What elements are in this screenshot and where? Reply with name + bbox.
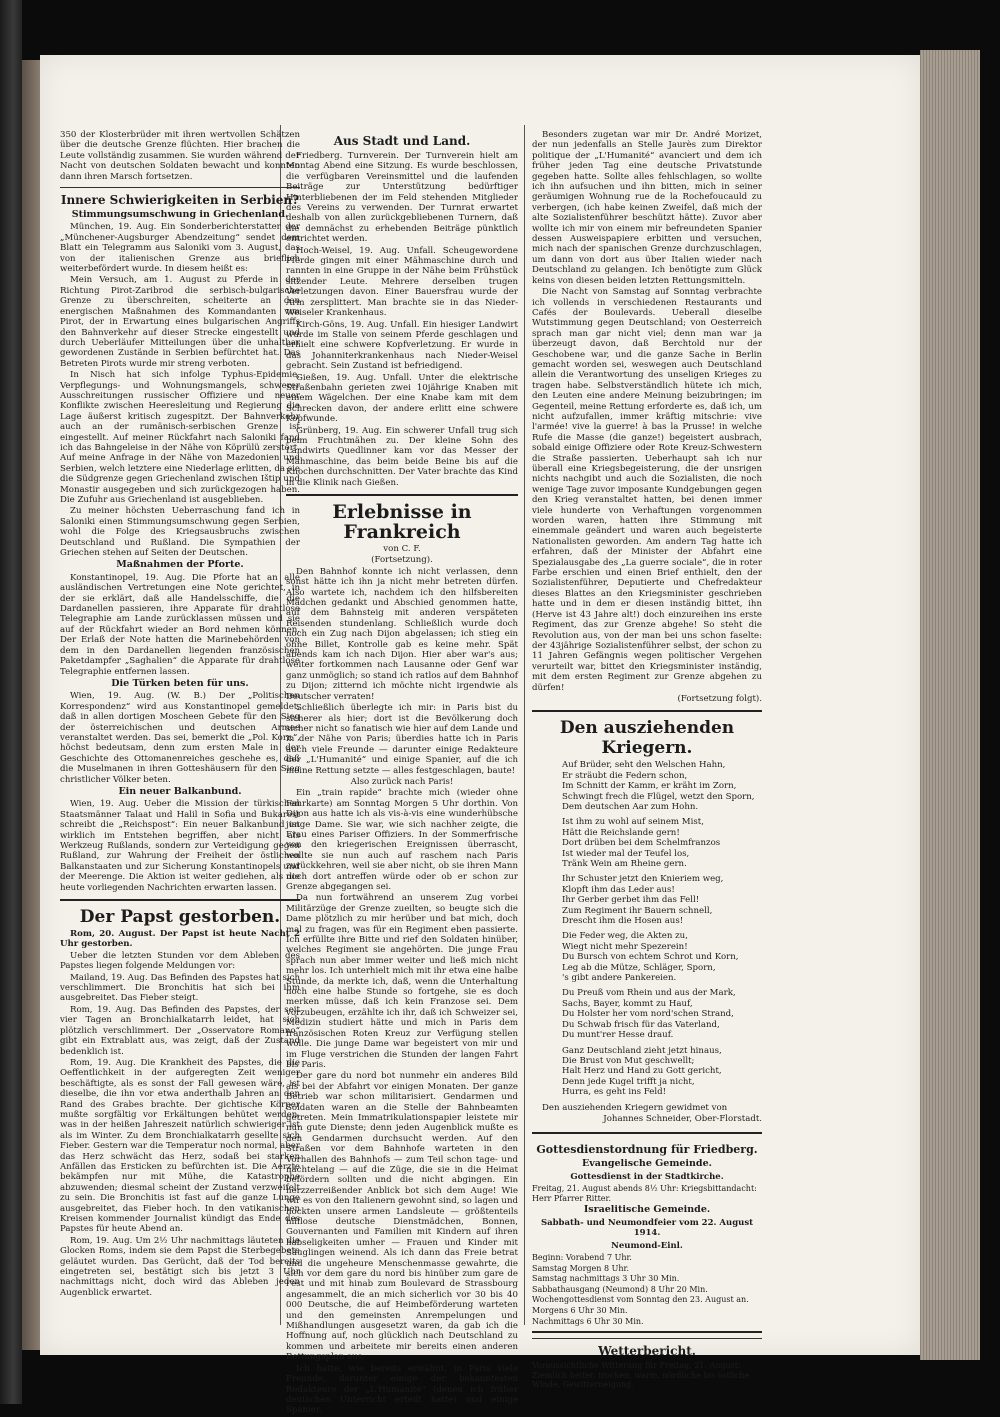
poem-line: Tränk Wein am Rheine gern. xyxy=(562,859,687,869)
poem-line: Dem deutschen Aar zum Hohn. xyxy=(562,801,699,812)
article-paragraph: Rom, 19. Aug. Die Krankheit des Papstes, die die Oeffentlichkeit in der aufgeregten Zeit weniger beschäftigte, als es sonst der Fall gewesen wäre, ist dieselbe, die ihn vor etwa anderthalb Jahren an den Rand des Grabes brachte. Der gichtische Körper mußte sorgfältig vor Erkältungen behütet werden, was in der heißen Jahreszeit natürlich schwieriger ist als im Winter. Zu dem Bronchialkatarrh gesellte sich Fieber. Gestern war die Temperatur noch normal, aber das Herz schwächt das Herz, sodaß bei starken Anfällen das Ersticken zu befürchten ist. Die Aerzte bekämpfen nur mit Mühe, die Katastrophe abzuwenden; diesmal scheint der Zustand verzweifelt zu sein. Die Bronchitis ist fast auf die ganze Lunge ausgebreitet, das Fieber hoch. In den vatikanischen Kreisen kommender Journalist kündigt das Ende des Papstes für heute Abend an. xyxy=(60,1057,300,1235)
newspaper-page xyxy=(40,55,920,1416)
church-entry: Freitag, 21. August abends 8½ Uhr: Kriegsbittandacht: Herr Pfarrer Ritter. xyxy=(532,1184,757,1203)
column-rule xyxy=(524,125,525,1325)
poem-author: Johannes Schneider, Ober-Florstadt. xyxy=(603,1113,762,1124)
poem-line: Ihr Gerber gerbet ihm das Fell! xyxy=(562,895,700,906)
france-continuation: (Fortsetzung). xyxy=(371,555,433,566)
divider xyxy=(532,710,762,712)
poem-line: Ist ihm zu wohl auf seinem Mist, xyxy=(562,817,704,828)
divider xyxy=(286,494,518,496)
article-paragraph: Schließlich überlegte ich mir: in Paris bist du sicherer als hier; dort ist die Bevölkerung doch sicher nicht so fanatisch wie hier auf dem Lande und in der Nähe von Paris; überdies hatte ich in Paris auch viele Freunde — darunter einige Redakteure der „L'Humanité“ und einige Spanier, auf die ich meine Rettung setzte — alles festgeschlagen, baute! xyxy=(286,703,518,776)
church-evangelical-sub: Gottesdienst in der Stadtkirche. xyxy=(570,1171,724,1182)
divider xyxy=(60,899,300,901)
poem-stanza xyxy=(532,988,762,1040)
serbia-heading: Innere Schwierigkeiten in Serbien? xyxy=(60,193,300,208)
france-author: von C. F. xyxy=(383,544,421,554)
page-stack xyxy=(920,50,980,1360)
article-paragraph: Da nun fortwährend an unserem Zug vorbei Militärzüge der Grenze zueilten, so beugte sich die Dame plötzlich zu mir herüber und bat mich, doch mal zu fragen, was für ein Regiment eben passierte. Ich erfüllte ihre Bitte und rief den Soldaten hinüber, welches Regiment sie angehörten. Die junge Frau sprach nun aber immer weiter und ließ mich nicht mehr los. Ich unterhielt mich mit ihr etwa eine halbe Stunde, da merkte ich, daß, wenn die Unterhaltung noch eine halbe Stunde so fortgehe, sie es doch merken müsse, daß ich kein Franzose sei. Dem vorzubeugen, erzählte ich ihr, daß ich Schweizer sei, Medizin studiert hätte und mich in Paris dem französischen Roten Kreuz zur Verfügung stellen wolle. Die junge Dame war begeistert von mir und im Fluge verstrichen die Stunden der langen Fahrt bis Paris. xyxy=(286,893,518,1070)
weather-text: Voraussichtliche Witterung für Freitag, 21. August: Ziemlich heiter, trocken, warm, nördliche bis östliche Winde, Gewitterneigung. xyxy=(532,1361,750,1390)
poem-line: Er sträubt die Federn schon, xyxy=(562,770,688,781)
intro-paragraph: 350 der Klosterbrüder mit ihren wertvollen Schätzen über die deutsche Grenze flüchten. Hier brachen die Leute vollständig zusammen. Sie wurden während der Nacht von deutschen Soldaten bewacht und konnten dann ihren Marsch fortsetzen. xyxy=(60,130,300,182)
church-schedule-box xyxy=(532,1132,762,1333)
weather-heading: Wetterbericht. xyxy=(598,1344,696,1359)
poem-line: Du Preuß vom Rhein und aus der Mark, xyxy=(562,988,736,999)
poem-line: Zum Regiment ihr Bauern schnell, xyxy=(562,905,713,916)
article-paragraph: Mailand, 19. Aug. Das Befinden des Papstes hat sich verschlimmert. Die Bronchitis hat sich bei ihm ausgebreitet. Das Fieber steigt. xyxy=(60,972,300,1004)
church-israelite: Israelitische Gemeinde. xyxy=(583,1204,711,1216)
porte-heading: Maßnahmen der Pforte. xyxy=(116,559,244,571)
article-paragraph: Wien, 19. Aug. (W. B.) Der „Politischen Korrespondenz“ wird aus Konstantinopel gemeldet, daß in allen dortigen Moscheen Gebete für den Sieg der österreichischen und deutschen Armee veranstaltet werden. Das sei, bemerkt die „Pol. Korr.“, höchst bedeutsam, denn zum ersten Male in der Geschichte des Ottomanenreiches geschehe es, daß die Muselmanen in ihren Gotteshäusern für den Sieg christlicher Völker beten. xyxy=(60,691,300,785)
column-left xyxy=(60,130,300,1299)
poem-stanza xyxy=(532,760,762,812)
article-paragraph: Konstantinopel, 19. Aug. Die Pforte hat an alle ausländischen Vertretungen eine Note gerichtet, in der sie erklärt, daß alle Handelsschiffe, die die Dardanellen passieren, ihre Apparate für drahtlose Telegraphie am Lande zurücklassen müssen und sie auf der Rückfahrt wieder an Bord nehmen können. Der Erlaß der Note hatten die Marinebehörden von dem in den Dardanellen liegenden französischen Paketdampfer „Saghalien“ die Apparate für drahtlose Telegraphie entfernen lassen. xyxy=(60,572,300,677)
church-heading: Gottesdienstordnung für Friedberg. xyxy=(536,1143,758,1157)
article-paragraph: Besonders zugetan war mir Dr. André Morizet, der nun jedenfalls an Stelle Jaurès zum Direktor politique der „L'Humanité“ avanciert und dem ich früher jeden Tag eine deutsche Privatstunde gegeben hatte. Sollte alles fehlschlagen, so wollte ich ihn aufsuchen und ihn bitten, mich in seiner geräumigen Wohnung rue de la Rochefoucauld zu verbergen, (ich habe keinen Zweifel, daß mich der alte Sozialistenführer beschützt hätte). Zuvor aber wollte ich mir von einem mir befreundeten Spanier dessen Ausweispapiere erbitten und versuchen, mich nach der spanischen Grenze durchzuschlagen, um dann von dort aus über Italien wieder nach Deutschland zu gelangen. Ich benötigte zum Glück keins von diesen beiden letzten Rettungsmitteln. xyxy=(532,130,762,286)
church-neumond: Neumond-Einl. xyxy=(611,1240,683,1251)
article-paragraph: Friedberg. Turnverein. Der Turnverein hielt am Montag Abend eine Sitzung. Es wurde beschlossen, die verfügbaren Vereinsmittel und die laufenden Beiträge zur Unterstützung bedürftiger Hinterbliebenen der im Feld stehenden Mitglieder des Vereins zu verwenden. Der Turnrat erwartet deshalb von allen zurückgebliebenen Turnern, daß die demnächst zu erhebenden Beiträge pünktlich entrichtet werden. xyxy=(286,151,518,245)
article-paragraph: Also zurück nach Paris! xyxy=(350,776,454,787)
poem-line: Dort drüben bei dem Schelmfranzos xyxy=(562,838,721,849)
poem-stanza xyxy=(532,874,762,926)
divider xyxy=(60,187,300,188)
pope-heading: Der Papst gestorben. xyxy=(79,907,281,928)
church-israelite-sub: Sabbath- und Neumondfeier vom 22. August 1914. xyxy=(540,1217,754,1239)
poem-line: 's gibt andere Pankereien. xyxy=(562,973,677,984)
church-evangelical: Evangelische Gemeinde. xyxy=(582,1158,712,1170)
article-paragraph: München, 19. Aug. Ein Sonderberichterstatter der „Münchener-Augsburger Abendzeitung“ sendet dem Blatt ein Telegramm aus Saloniki vom 3. August, das von der italienischen Grenze aus brieflich weiterbefördert wurde. In diesem heißt es: xyxy=(60,222,300,275)
poem-dedication: Den ausziehenden Kriegern gewidmet von xyxy=(542,1102,728,1113)
divider xyxy=(532,1338,762,1339)
article-paragraph: Den Bahnhof konnte ich nicht verlassen, denn sonst hätte ich ihn ja nicht mehr betreten dürfen. Also wartete ich, nachdem ich den hilfsbereiten Mädchen gedankt und Abschied genommen hatte, auf dem Bahnsteig mit anderen verspäteten Reisenden stundenlang. Schließlich wurde doch noch ein Zug nach Dijon abgelassen; ich stieg ein ohne Billet, Kontrolle gab es keine mehr. Spät abends kam ich nach Dijon. Hier aber war's aus; weiter fortkommen nach Lausanne oder Genf war ganz unmöglich; so stand ich ratlos auf dem Bahnhof zu Dijon; zitternd ich möchte nicht irgendwie als Deutscher verraten! xyxy=(286,566,518,702)
church-time: Nachmittags 6 Uhr 30 Min. xyxy=(532,1316,644,1326)
poem-line: Denn jede Kugel trifft ja nicht, xyxy=(562,1076,695,1087)
poem-line: Ganz Deutschland zieht jetzt hinaus, xyxy=(562,1045,722,1056)
page-edge xyxy=(22,60,40,1350)
france-heading: Erlebnisse in Frankreich xyxy=(332,501,472,543)
poem-line: Auf Brüder, seht den Welschen Hahn, xyxy=(562,760,726,771)
poem-line: Wiegt nicht mehr Spezerein! xyxy=(562,941,688,952)
turks-heading: Die Türken beten für uns. xyxy=(111,677,249,689)
continuation-note: (Fortsetzung folgt). xyxy=(677,693,762,704)
article-paragraph: Rom, 19. Aug. Um 2½ Uhr nachmittags läuteten die Glocken Roms, indem sie dem Papst die Sterbegebete geläutet wurden. Das Gerücht, daß der Tod bereits eingetreten sei, bestätigt sich bis jetzt 3 Uhr nachmittags nicht, doch wird das Ableben jeden Augenblick erwartet. xyxy=(60,1235,300,1298)
column-middle xyxy=(286,130,518,1417)
poem-heading: Den ausziehenden Kriegern. xyxy=(559,718,735,759)
poem-line: Sachs, Bayer, kommt zu Hauf, xyxy=(562,998,693,1009)
local-heading: Aus Stadt und Land. xyxy=(333,134,471,148)
poem-line: Du munt'rer Hesse drauf. xyxy=(562,1030,674,1041)
church-time: Morgens 6 Uhr 30 Min. xyxy=(532,1305,628,1315)
poem-line: Schwingt frech die Flügel, wetzt den Sporn, xyxy=(562,791,755,802)
article-paragraph: Wien, 19. Aug. Ueber die Mission der türkischen Staatsmänner Talaat und Halil in Sofia und Bukarest schreibt die „Reichspost“: Ein neuer Balkanbund ist wirklich im Entstehen begriffen, aber nicht als Werkzeug Rußlands, sondern zur Verteidigung gegen Rußland, zur Wahrung der Freiheit der östlichen Balkanstaaten und zur Sicherung Konstantinopels und der Meerenge. Die Aktion ist weiter gediehen, als die heute vorliegenden Nachrichten erwarten lassen. xyxy=(60,799,300,893)
article-paragraph: Hoch-Weisel, 19. Aug. Unfall. Scheugewordene Pferde gingen mit einer Mähmaschine durch und rannten in eine Gruppe in der Nähe beim Frühstück sitzender Leute. Mehrere derselben trugen Verletzungen davon. Einer Bauersfrau wurde der Arm zersplittert. Man brachte sie in das Nieder-Weiseler Krankenhaus. xyxy=(286,245,518,319)
greece-subheading: Stimmungsumschwung in Griechenland. xyxy=(71,209,289,221)
poem-line: Ihr Schuster jetzt den Knieriem weg, xyxy=(562,874,724,885)
church-time: Sabbathausgang (Neumond) 8 Uhr 20 Min. xyxy=(532,1284,708,1294)
article-paragraph: Zu meiner höchsten Ueberraschung fand ich in Saloniki einen Stimmungsumschwung gegen Serbien, wohl die Folge des Kriegsausbruchs zwischen Deutschland und Rußland. Die Sympathien der Griechen stehen auf Seiten der Deutschen. xyxy=(60,506,300,559)
church-time: Wochengottesdienst vom Sonntag den 23. August an. xyxy=(532,1295,749,1305)
poem-line: Die Feder weg, die Akten zu, xyxy=(562,931,688,942)
church-time: Samstag Morgen 8 Uhr. xyxy=(532,1263,629,1273)
article-paragraph: Kirch-Göns, 19. Aug. Unfall. Ein hiesiger Landwirt wurde im Stalle von seinem Pferde geschlagen und erhielt eine schwere Kopfverletzung. Er wurde in das Johanniterkrankenhaus nach Nieder-Weisel gebracht. Sein Zustand ist befriedigend. xyxy=(286,319,518,372)
pope-lead: Rom, 20. August. Der Papst ist heute Nacht 2 Uhr gestorben. xyxy=(60,929,300,950)
article-paragraph: Rom, 19. Aug. Das Befinden des Papstes, der seit vier Tagen an Bronchialkatarrh leidet, hat sich plötzlich verschlimmert. Der „Osservatore Romano“ gibt ein Extrablatt aus, was zeigt, daß der Zustand bedenklich ist. xyxy=(60,1004,300,1057)
poem-line: Hurra, es geht ins Feld! xyxy=(562,1087,667,1098)
poem-line: Du Holster her vom nord'schen Strand, xyxy=(562,1009,734,1020)
church-time: Beginn: Vorabend 7 Uhr. xyxy=(532,1252,632,1262)
book-binding xyxy=(0,0,22,1404)
poem-line: Du Schwab frisch für das Vaterland, xyxy=(562,1019,720,1030)
balkan-heading: Ein neuer Balkanbund. xyxy=(118,785,242,797)
poem-line: Leg ab die Mütze, Schläger, Sporn, xyxy=(562,962,716,973)
poem-line: Hätt die Reichslande gern! xyxy=(562,827,680,838)
article-paragraph: In Nisch hat sich infolge Typhus-Epidemie, Verpflegungs- und Wohnungsmangels, schwerer Ausschreitungen russischer Offiziere und neuer Konflikte zwischen Heeresleitung und Regierung die Lage äußerst kritisch zugespitzt. Der Bahnverkehr auch an der rumänisch-serbischen Grenze ist eingestellt. Auf meiner Rückfahrt nach Saloniki fand ich das Bahngeleise in der Nähe von Köprülü zerstört. Auf meine Anfrage in der Nähe von Mazedonien und Serbien, welch letztere eine Niederlage erlitten, da sie die Südgrenze gegen Griechenland zwischen Ištip und Monastir ausgegeben und sich zurückgezogen haben. Die Zufuhr aus Griechenland ist ausgeblieben. xyxy=(60,370,300,505)
poem-stanza xyxy=(532,1046,762,1098)
article-paragraph: Gießen, 19. Aug. Unfall. Unter die elektrische Straßenbahn gerieten zwei 10jährige Knaben mit einem Wägelchen. Der eine Knabe kam mit dem Schrecken davon, der andere erlitt eine schwere Kopfwunde. xyxy=(286,372,518,425)
column-right xyxy=(532,130,762,1391)
church-time: Samstag nachmittags 3 Uhr 30 Min. xyxy=(532,1274,680,1284)
article-paragraph: Die Nacht von Samstag auf Sonntag verbrachte ich vollends in verschiedenen Restaurants und Cafés der Boulevards. Ueberall dieselbe Wutstimmung gegen Deutschland; von Oesterreich sprach man gar nicht viel; denn man war ja überzeugt davon, daß Berchtold nur der Geschobene war, und die ganze Sache in Berlin gemacht worden sei, weswegen auch Deutschland allein die Verantwortung des unseligen Krieges zu tragen habe. Selbstverständlich hütete ich mich, den Leuten eine andere Meinung beizubringen; im Gegenteil, meine Rettung erforderte es, daß ich, um nicht aufzufallen, immer kräftig mitschrie: vive l'armée! vive la guerre! à bas la Prusse! in welche Rufe die Masse (die ganze!) begeistert ausbrach, sobald einige Offiziere oder Rote Kreuz-Schwestern die Straße passierten. Ueberhaupt sah ich nur überall eine Kriegsbegeisterung, die der unsrigen nichts nachgibt und auch die Sozialisten, die noch wenige Tage zuvor imposante Kundgebungen gegen den Krieg veranstaltet hatten, bei denen immer viele hunderte von Verhaftungen vorgenommen worden waren, hatten ihre Stimmung mit einemmale geändert und waren auch begeisterte Nationalisten geworden. Am andern Tag hatte ich erfahren, daß der Minister der Abfahrt eine Spezialausgabe des „La guerre sociale“, die in roter Farbe erschien und einen Brief enthielt, den der Sozialistenführer, Deputierte und Chefredakteur dieses Blattes an den Kriegsminister geschrieben hatte und in dem er diesen inständig bittet, ihn (Herve ist 43 Jahre alt!) doch einzureihen ins erste Regiment, das zur Grenze abgehe! So steht die Revolution aus, von der man bei uns schon faselte: der 43jährige Sozialistenführer selbst, der schon zu 11 Jahren Gefängnis wegen politischer Vergehen verurteilt war, bittet den Kriegsminister inständig, mit dem ersten Regiment zur Grenze abgehen zu dürfen! xyxy=(532,287,762,693)
poem-stanza xyxy=(532,817,762,869)
article-paragraph: Ein „train rapide“ brachte mich (wieder ohne Fahrkarte) am Sonntag Morgen 5 Uhr dorthin. Von Dijon aus hatte ich als vis-à-vis eine wunderhübsche junge Dame. Sie war, wie sich nachher zeigte, die Frau eines Pariser Offiziers. In der Sommerfrische von den kriegerischen Ereignissen überrascht, wollte sie nun auch auf raschem nach Paris zurückkehren, weil sie aber nicht, ob sie ihren Mann noch dort antreffen würde oder ob er schon zur Grenze abgegangen sei. xyxy=(286,788,518,892)
article-paragraph: Grünberg, 19. Aug. Ein schwerer Unfall trug sich beim Fruchtmähen zu. Der kleine Sohn des Landwirts Quedlinner kam vor das Messer der Mähmaschine, das beim beide Beine bis auf die Knochen durchschnitten. Der Vater brachte das Kind in die Klinik nach Gießen. xyxy=(286,425,518,488)
poem-line: Du Bursch von echtem Schrot und Korn, xyxy=(562,952,739,963)
article-paragraph: Mein Versuch, am 1. August zu Pferde in der Richtung Pirot-Zaribrod die serbisch-bulgarische Grenze zu überschreiten, scheiterte an den energischen Maßnahmen des Kommandanten von Pirot, der in Erwartung eines bulgarischen Angriffs den Bahnverkehr auf dieser Strecke eingestellt und durch Ueberläufer Mitteilungen über die unhaltbar gewordenen Zustände in Serbien befürchtet hat. Das Betreten Pirots wurde mir streng verboten. xyxy=(60,275,300,369)
poem-line: Die Brust von Mut geschwellt; xyxy=(562,1055,695,1066)
article-paragraph: Ueber die letzten Stunden vor dem Ableben des Papstes liegen folgende Meldungen vor: xyxy=(60,950,300,972)
article-paragraph: Der gare du nord bot nunmehr ein anderes Bild als bei der Abfahrt vor einigen Monaten. Der ganze Betrieb war schon militarisiert. Gendarmen und Soldaten waren an die Stelle der Bahnbeamten getreten. Mein Immatrikulationspapier leistete mir nun gute Dienste; denn jeden Augenblick mußte es den Gendarmen durchsucht werden. Auf den Straßen vor dem Bahnhofe warteten in den Vorhallen des Bahnhofs — zum Teil schon tage- und nächtelang — auf die Züge, die sie in die Heimat befördern sollten und die nicht abgingen. Ein herzzerreißender Anblick bot sich dem Auge! Wie wir es von den Italienern gewohnt sind, so lagen und hockten unsere armen Landsleute — größtenteils hilflose deutsche Dienstmädchen, Bonnen, Gouvernanten und Familien mit Kindern auf ihren habseligkeiten umher — Frauen und Kinder mit Säuglingen weinend. Als ich dann das Freie betrat und die ungeheure Menschenmasse gewahrte, die sich vor dem gare du nord bis hinüber zum gare de l'est und mit hinab zum Boulevard de Strassbourg angesammelt, die an mich sicherlich vor 30 bis 40 000 Deutsche, die auf Heimbeförderung warteten und den gemeinsten Anrempelungen und Mißhandlungen ausgesetzt waren, da gab ich die Hoffnung auf, noch glücklich nach Deutschland zu kommen und arbeitete mir bereits einen anderen Rettungsplan aus. xyxy=(286,1071,518,1363)
poem-line: Ist wieder mal der Teufel los, xyxy=(562,848,690,859)
article-paragraph: Ich hatte, wie bereits erwähnt, in Paris viele Freunde, darunter einige der bekanntesten Redakteure der „L'Humanité“ (denen ich früher deutschen Unterricht erteilt hatte) und einige Spanier. xyxy=(286,1363,518,1416)
poem-line: Halt Herz und Hand zu Gott gericht, xyxy=(562,1066,722,1077)
poem-line: Drescht ihm die Hosen aus! xyxy=(562,916,684,927)
poem-line: Klopft ihm das Leder aus! xyxy=(562,884,675,895)
poem-stanza xyxy=(532,931,762,983)
poem-line: Im Schnitt der Kamm, er kräht im Zorn, xyxy=(562,781,737,792)
